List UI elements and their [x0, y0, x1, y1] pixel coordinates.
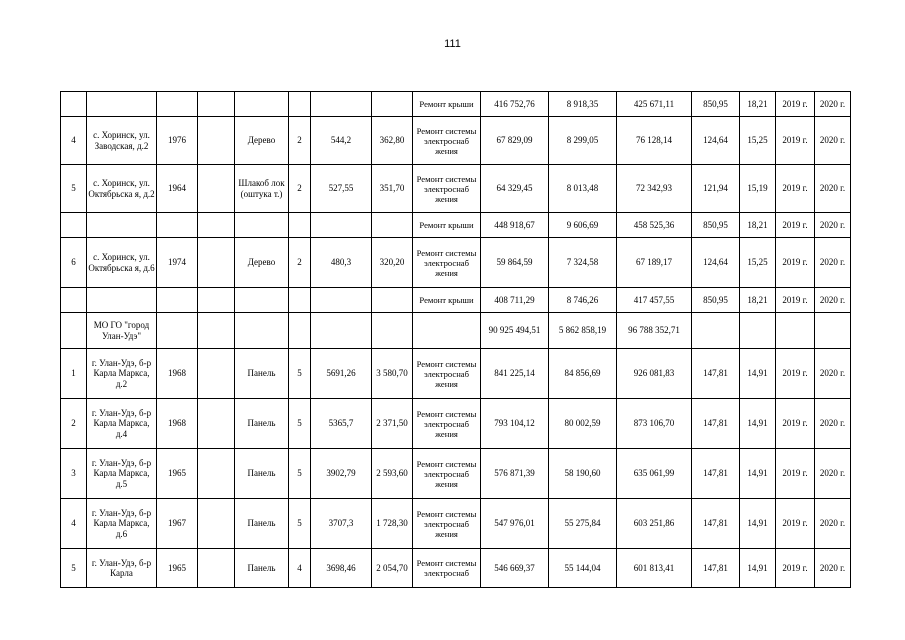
- cell-unit-cost-2: 14,91: [740, 449, 776, 499]
- page-number: 111: [444, 38, 461, 50]
- cell-living-area: 362,80: [372, 117, 413, 165]
- table-row: [61, 399, 851, 449]
- cell-living-area: 320,20: [372, 238, 413, 288]
- cell-unit-cost-2: 14,91: [740, 549, 776, 588]
- cell-start-year: 2019 г.: [776, 117, 815, 165]
- cell-wall-material: Дерево: [235, 238, 289, 288]
- cell-work-cost: 576 871,39: [481, 449, 549, 499]
- cell-unit-cost: 121,94: [692, 165, 740, 213]
- cell-extra-cost: 80 002,59: [549, 399, 617, 449]
- cell-living-area: 3 580,70: [372, 349, 413, 399]
- cell-floors: [289, 213, 311, 238]
- cell-build-year: 1968: [157, 349, 198, 399]
- cell-floors: 5: [289, 499, 311, 549]
- cell-empty-col: [198, 288, 235, 313]
- cell-start-year: 2019 г.: [776, 349, 815, 399]
- cell-wall-material: Панель: [235, 399, 289, 449]
- cell-address: [87, 288, 157, 313]
- cell-wall-material: [235, 288, 289, 313]
- cell-living-area: [372, 288, 413, 313]
- cell-unit-cost-2: 18,21: [740, 288, 776, 313]
- table-row: [61, 349, 851, 399]
- table-row: [61, 238, 851, 288]
- cell-extra-cost: 8 013,48: [549, 165, 617, 213]
- cell-unit-cost-2: [740, 313, 776, 349]
- cell-empty-col: [198, 549, 235, 588]
- cell-wall-material: Панель: [235, 549, 289, 588]
- cell-address: с. Хоринск, ул. Октябрьска я, д.6: [87, 238, 157, 288]
- cell-work-cost: 416 752,76: [481, 92, 549, 117]
- cell-total-area: [311, 313, 372, 349]
- table-row: [61, 117, 851, 165]
- cell-total-cost: 601 813,41: [617, 549, 692, 588]
- cell-empty-col: [198, 117, 235, 165]
- cell-row-number: [61, 313, 87, 349]
- cell-row-number: 2: [61, 399, 87, 449]
- cell-build-year: [157, 313, 198, 349]
- cell-unit-cost: 124,64: [692, 238, 740, 288]
- cell-work-cost: 90 925 494,51: [481, 313, 549, 349]
- cell-living-area: 351,70: [372, 165, 413, 213]
- cell-end-year: 2020 г.: [815, 449, 851, 499]
- cell-extra-cost: 8 918,35: [549, 92, 617, 117]
- cell-address: [87, 92, 157, 117]
- cell-wall-material: Панель: [235, 449, 289, 499]
- cell-unit-cost-2: 18,21: [740, 213, 776, 238]
- cell-work-type: Ремонт системы электроснаб жения: [413, 499, 481, 549]
- cell-wall-material: Дерево: [235, 117, 289, 165]
- cell-total-cost: 96 788 352,71: [617, 313, 692, 349]
- cell-wall-material: Панель: [235, 349, 289, 399]
- cell-row-number: 5: [61, 165, 87, 213]
- table-row: [61, 165, 851, 213]
- cell-build-year: 1967: [157, 499, 198, 549]
- cell-unit-cost: 147,81: [692, 449, 740, 499]
- cell-end-year: [815, 313, 851, 349]
- cell-floors: [289, 288, 311, 313]
- cell-end-year: 2020 г.: [815, 117, 851, 165]
- cell-build-year: [157, 213, 198, 238]
- cell-build-year: [157, 92, 198, 117]
- cell-build-year: 1965: [157, 549, 198, 588]
- cell-start-year: 2019 г.: [776, 288, 815, 313]
- cell-total-area: 3902,79: [311, 449, 372, 499]
- cell-address: г. Улан-Удэ, б-р Карла: [87, 549, 157, 588]
- cell-living-area: 1 728,30: [372, 499, 413, 549]
- cell-build-year: [157, 288, 198, 313]
- cell-unit-cost: 147,81: [692, 399, 740, 449]
- cell-unit-cost-2: 15,25: [740, 238, 776, 288]
- cell-total-area: [311, 213, 372, 238]
- cell-row-number: 4: [61, 499, 87, 549]
- cell-unit-cost-2: 14,91: [740, 399, 776, 449]
- cell-address: [87, 213, 157, 238]
- cell-floors: 4: [289, 549, 311, 588]
- cell-total-cost: 926 081,83: [617, 349, 692, 399]
- cell-build-year: 1964: [157, 165, 198, 213]
- cell-extra-cost: 55 144,04: [549, 549, 617, 588]
- cell-work-type: Ремонт крыши: [413, 213, 481, 238]
- cell-address: г. Улан-Удэ, б-р Карла Маркса, д.6: [87, 499, 157, 549]
- cell-wall-material: Панель: [235, 499, 289, 549]
- cell-unit-cost-2: 15,25: [740, 117, 776, 165]
- cell-total-cost: 635 061,99: [617, 449, 692, 499]
- table-row: [61, 92, 851, 117]
- cell-row-number: 6: [61, 238, 87, 288]
- cell-wall-material: [235, 313, 289, 349]
- cell-end-year: 2020 г.: [815, 349, 851, 399]
- cell-row-number: 1: [61, 349, 87, 399]
- cell-living-area: [372, 92, 413, 117]
- cell-empty-col: [198, 313, 235, 349]
- cell-total-cost: 458 525,36: [617, 213, 692, 238]
- cell-end-year: 2020 г.: [815, 399, 851, 449]
- cell-end-year: 2020 г.: [815, 165, 851, 213]
- cell-work-cost: 546 669,37: [481, 549, 549, 588]
- cell-total-area: 3698,46: [311, 549, 372, 588]
- cell-work-cost: 841 225,14: [481, 349, 549, 399]
- cell-living-area: 2 371,50: [372, 399, 413, 449]
- cell-start-year: [776, 313, 815, 349]
- cell-work-cost: 547 976,01: [481, 499, 549, 549]
- cell-unit-cost: 850,95: [692, 213, 740, 238]
- cell-wall-material: [235, 92, 289, 117]
- cell-unit-cost: 850,95: [692, 288, 740, 313]
- cell-total-cost: 425 671,11: [617, 92, 692, 117]
- cell-work-type: Ремонт системы электроснаб жения: [413, 117, 481, 165]
- cell-row-number: 5: [61, 549, 87, 588]
- cell-unit-cost: 147,81: [692, 499, 740, 549]
- cell-work-type: Ремонт системы электроснаб жения: [413, 238, 481, 288]
- cell-empty-col: [198, 165, 235, 213]
- cell-start-year: 2019 г.: [776, 92, 815, 117]
- cell-extra-cost: 7 324,58: [549, 238, 617, 288]
- cell-build-year: 1974: [157, 238, 198, 288]
- cell-living-area: 2 593,60: [372, 449, 413, 499]
- cell-total-area: 5691,26: [311, 349, 372, 399]
- cell-row-number: 3: [61, 449, 87, 499]
- cell-end-year: 2020 г.: [815, 238, 851, 288]
- cell-build-year: 1976: [157, 117, 198, 165]
- cell-living-area: 2 054,70: [372, 549, 413, 588]
- cell-floors: 5: [289, 349, 311, 399]
- cell-total-area: [311, 288, 372, 313]
- cell-total-cost: 417 457,55: [617, 288, 692, 313]
- cell-start-year: 2019 г.: [776, 213, 815, 238]
- cell-unit-cost-2: 14,91: [740, 499, 776, 549]
- cell-living-area: [372, 313, 413, 349]
- cell-extra-cost: 5 862 858,19: [549, 313, 617, 349]
- cell-address: г. Улан-Удэ, б-р Карла Маркса, д.5: [87, 449, 157, 499]
- cell-start-year: 2019 г.: [776, 238, 815, 288]
- cell-unit-cost: 850,95: [692, 92, 740, 117]
- cell-end-year: 2020 г.: [815, 549, 851, 588]
- cell-work-type: Ремонт системы электроснаб жения: [413, 349, 481, 399]
- cell-unit-cost-2: 14,91: [740, 349, 776, 399]
- cell-address: г. Улан-Удэ, б-р Карла Маркса, д.4: [87, 399, 157, 449]
- cell-total-cost: 76 128,14: [617, 117, 692, 165]
- cell-work-type: Ремонт системы электроснаб жения: [413, 165, 481, 213]
- cell-work-type: [413, 313, 481, 349]
- cell-work-cost: 448 918,67: [481, 213, 549, 238]
- cell-start-year: 2019 г.: [776, 449, 815, 499]
- cell-unit-cost-2: 18,21: [740, 92, 776, 117]
- cell-extra-cost: 84 856,69: [549, 349, 617, 399]
- cell-empty-col: [198, 92, 235, 117]
- cell-living-area: [372, 213, 413, 238]
- cell-total-area: 480,3: [311, 238, 372, 288]
- cell-unit-cost: 147,81: [692, 549, 740, 588]
- cell-work-cost: 67 829,09: [481, 117, 549, 165]
- cell-row-number: [61, 92, 87, 117]
- cell-work-cost: 59 864,59: [481, 238, 549, 288]
- cell-empty-col: [198, 238, 235, 288]
- cell-empty-col: [198, 213, 235, 238]
- cell-floors: 2: [289, 238, 311, 288]
- table-row: [61, 313, 851, 349]
- cell-unit-cost-2: 15,19: [740, 165, 776, 213]
- cell-extra-cost: 58 190,60: [549, 449, 617, 499]
- cell-work-type: Ремонт системы электроснаб жения: [413, 449, 481, 499]
- cell-work-type: Ремонт системы электроснаб: [413, 549, 481, 588]
- cell-empty-col: [198, 349, 235, 399]
- cell-end-year: 2020 г.: [815, 213, 851, 238]
- cell-end-year: 2020 г.: [815, 288, 851, 313]
- cell-build-year: 1968: [157, 399, 198, 449]
- cell-start-year: 2019 г.: [776, 165, 815, 213]
- table-row: [61, 499, 851, 549]
- repair-schedule-table: [60, 91, 851, 588]
- cell-extra-cost: 8 746,26: [549, 288, 617, 313]
- table-row: [61, 449, 851, 499]
- cell-start-year: 2019 г.: [776, 499, 815, 549]
- cell-unit-cost: 124,64: [692, 117, 740, 165]
- cell-total-cost: 72 342,93: [617, 165, 692, 213]
- cell-end-year: 2020 г.: [815, 499, 851, 549]
- cell-unit-cost: [692, 313, 740, 349]
- cell-row-number: [61, 288, 87, 313]
- cell-work-cost: 793 104,12: [481, 399, 549, 449]
- cell-work-type: Ремонт крыши: [413, 288, 481, 313]
- cell-total-cost: 873 106,70: [617, 399, 692, 449]
- cell-end-year: 2020 г.: [815, 92, 851, 117]
- cell-row-number: [61, 213, 87, 238]
- cell-floors: [289, 313, 311, 349]
- cell-unit-cost: 147,81: [692, 349, 740, 399]
- table-row: [61, 288, 851, 313]
- table-row: [61, 549, 851, 588]
- table-row: [61, 213, 851, 238]
- cell-address: с. Хоринск, ул. Октябрьска я, д.2: [87, 165, 157, 213]
- cell-total-area: 527,55: [311, 165, 372, 213]
- cell-floors: [289, 92, 311, 117]
- cell-floors: 5: [289, 449, 311, 499]
- cell-address: с. Хоринск, ул. Заводская, д.2: [87, 117, 157, 165]
- cell-extra-cost: 9 606,69: [549, 213, 617, 238]
- cell-total-area: 5365,7: [311, 399, 372, 449]
- cell-row-number: 4: [61, 117, 87, 165]
- cell-floors: 2: [289, 165, 311, 213]
- cell-build-year: 1965: [157, 449, 198, 499]
- cell-start-year: 2019 г.: [776, 549, 815, 588]
- cell-address: г. Улан-Удэ, б-р Карла Маркса, д.2: [87, 349, 157, 399]
- cell-work-cost: 408 711,29: [481, 288, 549, 313]
- cell-empty-col: [198, 399, 235, 449]
- cell-extra-cost: 8 299,05: [549, 117, 617, 165]
- cell-total-area: 544,2: [311, 117, 372, 165]
- cell-empty-col: [198, 449, 235, 499]
- cell-wall-material: [235, 213, 289, 238]
- cell-work-type: Ремонт крыши: [413, 92, 481, 117]
- cell-floors: 5: [289, 399, 311, 449]
- cell-total-area: 3707,3: [311, 499, 372, 549]
- cell-total-cost: 603 251,86: [617, 499, 692, 549]
- cell-work-cost: 64 329,45: [481, 165, 549, 213]
- cell-floors: 2: [289, 117, 311, 165]
- cell-empty-col: [198, 499, 235, 549]
- cell-wall-material: Шлакоб лок (оштука т.): [235, 165, 289, 213]
- cell-total-cost: 67 189,17: [617, 238, 692, 288]
- cell-work-type: Ремонт системы электроснаб жения: [413, 399, 481, 449]
- cell-start-year: 2019 г.: [776, 399, 815, 449]
- cell-extra-cost: 55 275,84: [549, 499, 617, 549]
- cell-address: МО ГО "город Улан-Удэ": [87, 313, 157, 349]
- cell-total-area: [311, 92, 372, 117]
